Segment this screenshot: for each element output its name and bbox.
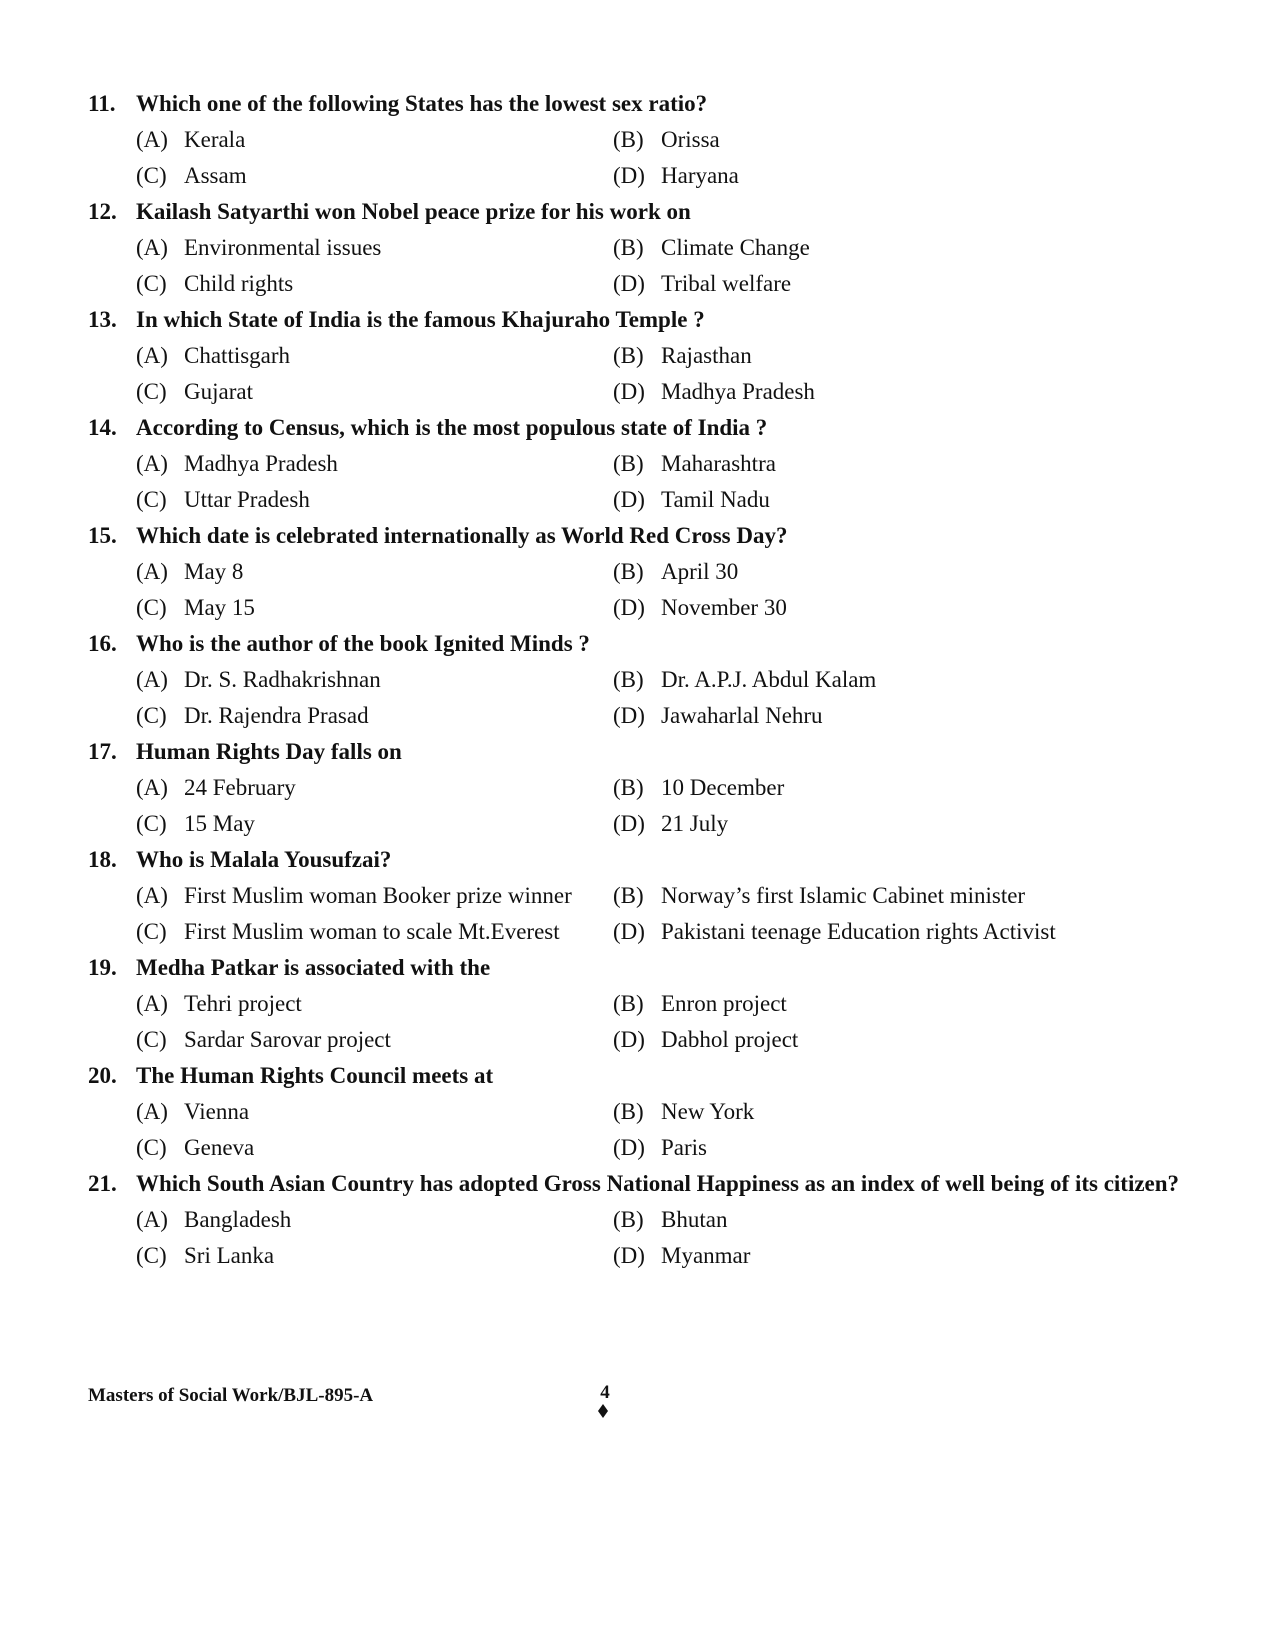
question-block [88, 302, 1208, 410]
question-list [88, 86, 1208, 1274]
option-letter: (B) [613, 235, 644, 260]
option-letter: (C) [136, 163, 167, 188]
question-number: 11. [88, 91, 116, 116]
option-row [88, 122, 1208, 158]
answer-option [136, 554, 613, 590]
option-text: Dr. Rajendra Prasad [184, 703, 369, 728]
option-text: 21 July [661, 811, 729, 836]
question-number: 12. [88, 199, 117, 224]
option-text: Madhya Pradesh [184, 451, 338, 476]
option-text: Dr. S. Radhakrishnan [184, 667, 381, 692]
answer-option [136, 158, 613, 194]
answer-option [136, 482, 613, 518]
question-block [88, 1058, 1208, 1166]
answer-option [613, 1094, 1173, 1130]
option-letter: (B) [613, 343, 644, 368]
page-number: 4 [600, 1382, 610, 1403]
answer-option [136, 770, 613, 806]
question-line [88, 1058, 1208, 1094]
answer-option [136, 374, 613, 410]
answer-option [136, 446, 613, 482]
option-letter: (A) [136, 991, 168, 1016]
option-row [88, 158, 1208, 194]
question-line [88, 734, 1208, 770]
answer-option [136, 1094, 613, 1130]
answer-option [613, 986, 1173, 1022]
option-text: Bhutan [661, 1207, 728, 1232]
question-line [88, 302, 1208, 338]
option-text: Dr. A.P.J. Abdul Kalam [661, 667, 877, 692]
option-text: Orissa [661, 127, 720, 152]
answer-option [136, 698, 613, 734]
option-letter: (A) [136, 1207, 168, 1232]
question-block [88, 734, 1208, 842]
answer-option [136, 590, 613, 626]
option-text: Myanmar [661, 1243, 751, 1268]
option-letter: (D) [613, 379, 645, 404]
option-text: Sri Lanka [184, 1243, 275, 1268]
question-number: 16. [88, 631, 117, 656]
question-text: Human Rights Day falls on [136, 739, 402, 764]
footer-course-code: Masters of Social Work/BJL-895-A [88, 1385, 374, 1406]
option-letter: (B) [613, 667, 644, 692]
question-number: 13. [88, 307, 117, 332]
answer-option [613, 662, 1173, 698]
option-letter: (D) [613, 487, 645, 512]
question-text: Medha Patkar is associated with the [136, 955, 491, 980]
option-text: 10 December [661, 775, 785, 800]
option-letter: (D) [613, 1243, 645, 1268]
answer-option [613, 590, 1173, 626]
answer-option [136, 914, 613, 950]
option-row [88, 1094, 1208, 1130]
option-text: Child rights [184, 271, 294, 296]
question-block [88, 410, 1208, 518]
answer-option [613, 914, 1173, 950]
answer-option [613, 806, 1173, 842]
option-letter: (C) [136, 487, 167, 512]
answer-option [136, 266, 613, 302]
answer-option [613, 1130, 1173, 1166]
question-text: Who is Malala Yousufzai? [136, 847, 392, 872]
option-text: Haryana [661, 163, 739, 188]
option-row [88, 986, 1208, 1022]
option-row [88, 1022, 1208, 1058]
option-row [88, 446, 1208, 482]
answer-option [613, 446, 1173, 482]
option-text: April 30 [661, 559, 739, 584]
option-letter: (C) [136, 271, 167, 296]
option-letter: (C) [136, 811, 167, 836]
option-letter: (C) [136, 595, 167, 620]
option-text: Uttar Pradesh [184, 487, 310, 512]
option-text: First Muslim woman to scale Mt.Everest [184, 919, 560, 944]
answer-option [613, 230, 1173, 266]
option-text: November 30 [661, 595, 787, 620]
question-text: Which South Asian Country has adopted Gross National Happiness as an index of well being of its citizen? [136, 1171, 1180, 1196]
option-letter: (C) [136, 703, 167, 728]
option-letter: (A) [136, 451, 168, 476]
option-text: 24 February [184, 775, 296, 800]
answer-option [136, 806, 613, 842]
option-letter: (B) [613, 775, 644, 800]
option-text: Tribal welfare [661, 271, 792, 296]
question-text: The Human Rights Council meets at [136, 1063, 494, 1088]
option-letter: (C) [136, 379, 167, 404]
option-text: Paris [661, 1135, 707, 1160]
question-block [88, 842, 1208, 950]
answer-option [136, 338, 613, 374]
answer-option [136, 230, 613, 266]
question-text: In which State of India is the famous Khajuraho Temple ? [136, 307, 705, 332]
option-text: Tehri project [184, 991, 302, 1016]
question-number: 20. [88, 1063, 117, 1088]
option-row [88, 806, 1208, 842]
option-text: Enron project [661, 991, 787, 1016]
option-text: Sardar Sarovar project [184, 1027, 391, 1052]
question-text: Who is the author of the book Ignited Minds ? [136, 631, 590, 656]
option-letter: (D) [613, 919, 645, 944]
answer-option [613, 266, 1173, 302]
option-letter: (C) [136, 1135, 167, 1160]
question-block [88, 626, 1208, 734]
option-row [88, 338, 1208, 374]
answer-option [613, 482, 1173, 518]
answer-option [136, 122, 613, 158]
question-line [88, 1166, 1208, 1202]
option-text: Pakistani teenage Education rights Activist [661, 919, 1056, 944]
answer-option [136, 878, 613, 914]
option-row [88, 662, 1208, 698]
option-letter: (A) [136, 883, 168, 908]
question-text: According to Census, which is the most populous state of India ? [136, 415, 768, 440]
question-number: 17. [88, 739, 117, 764]
option-text: Assam [184, 163, 247, 188]
question-number: 15. [88, 523, 117, 548]
option-text: May 8 [184, 559, 244, 584]
option-row [88, 878, 1208, 914]
question-block [88, 86, 1208, 194]
option-row [88, 266, 1208, 302]
option-letter: (B) [613, 451, 644, 476]
answer-option [136, 1130, 613, 1166]
option-text: May 15 [184, 595, 255, 620]
answer-option [613, 554, 1173, 590]
option-letter: (D) [613, 271, 645, 296]
option-letter: (D) [613, 595, 645, 620]
answer-option [136, 1022, 613, 1058]
answer-option [613, 374, 1173, 410]
option-letter: (B) [613, 991, 644, 1016]
option-text: New York [661, 1099, 755, 1124]
answer-option [613, 1022, 1173, 1058]
option-text: Maharashtra [661, 451, 776, 476]
option-row [88, 1202, 1208, 1238]
question-line [88, 950, 1208, 986]
answer-option [136, 662, 613, 698]
question-text: Kailash Satyarthi won Nobel peace prize for his work on [136, 199, 691, 224]
option-text: Bangladesh [184, 1207, 292, 1232]
option-row [88, 482, 1208, 518]
answer-option [613, 878, 1173, 914]
answer-option [613, 1238, 1173, 1274]
option-text: Dabhol project [661, 1027, 799, 1052]
option-letter: (A) [136, 235, 168, 260]
option-letter: (D) [613, 703, 645, 728]
option-letter: (B) [613, 559, 644, 584]
option-text: Geneva [184, 1135, 255, 1160]
option-letter: (D) [613, 1135, 645, 1160]
option-text: Chattisgarh [184, 343, 291, 368]
option-row [88, 914, 1208, 950]
question-line [88, 194, 1208, 230]
question-line [88, 410, 1208, 446]
option-text: Gujarat [184, 379, 253, 404]
option-row [88, 1238, 1208, 1274]
option-letter: (C) [136, 1027, 167, 1052]
option-text: Tamil Nadu [661, 487, 770, 512]
option-letter: (B) [613, 1207, 644, 1232]
option-row [88, 590, 1208, 626]
question-block [88, 1166, 1208, 1274]
option-row [88, 230, 1208, 266]
option-text: Madhya Pradesh [661, 379, 815, 404]
option-row [88, 698, 1208, 734]
question-block [88, 950, 1208, 1058]
question-number: 19. [88, 955, 117, 980]
option-text: First Muslim woman Booker prize winner [184, 883, 572, 908]
option-letter: (B) [613, 127, 644, 152]
option-letter: (C) [136, 919, 167, 944]
question-line [88, 518, 1208, 554]
answer-option [613, 770, 1173, 806]
option-text: Kerala [184, 127, 246, 152]
question-text: Which date is celebrated internationally as World Red Cross Day? [136, 523, 788, 548]
option-text: Environmental issues [184, 235, 382, 260]
question-number: 14. [88, 415, 117, 440]
question-number: 21. [88, 1171, 117, 1196]
answer-option [136, 1202, 613, 1238]
option-letter: (D) [613, 811, 645, 836]
answer-option [613, 1202, 1173, 1238]
question-line [88, 842, 1208, 878]
answer-option [613, 158, 1173, 194]
answer-option [613, 122, 1173, 158]
option-letter: (A) [136, 343, 168, 368]
option-text: 15 May [184, 811, 255, 836]
question-text: Which one of the following States has the lowest sex ratio? [136, 91, 708, 116]
option-letter: (B) [613, 1099, 644, 1124]
option-text: Rajasthan [661, 343, 752, 368]
question-line [88, 86, 1208, 122]
question-line [88, 626, 1208, 662]
option-text: Norway’s first Islamic Cabinet minister [661, 883, 1026, 908]
answer-option [613, 698, 1173, 734]
option-letter: (D) [613, 1027, 645, 1052]
question-block [88, 518, 1208, 626]
option-letter: (A) [136, 559, 168, 584]
option-letter: (D) [613, 163, 645, 188]
question-block [88, 194, 1208, 302]
option-row [88, 554, 1208, 590]
answer-option [136, 986, 613, 1022]
option-text: Vienna [184, 1099, 250, 1124]
option-letter: (C) [136, 1243, 167, 1268]
option-letter: (A) [136, 775, 168, 800]
option-letter: (A) [136, 127, 168, 152]
question-number: 18. [88, 847, 117, 872]
option-text: Climate Change [661, 235, 810, 260]
option-text: Jawaharlal Nehru [661, 703, 823, 728]
option-letter: (B) [613, 883, 644, 908]
answer-option [136, 1238, 613, 1274]
option-row [88, 770, 1208, 806]
option-letter: (A) [136, 1099, 168, 1124]
diamond-icon [598, 1404, 608, 1418]
option-row [88, 1130, 1208, 1166]
answer-option [613, 338, 1173, 374]
option-letter: (A) [136, 667, 168, 692]
option-row [88, 374, 1208, 410]
